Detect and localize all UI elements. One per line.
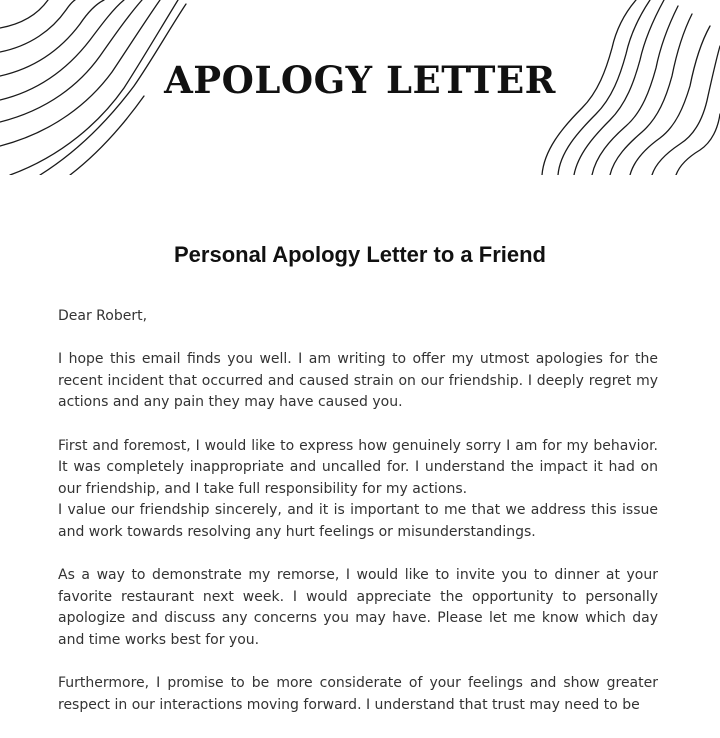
page-title: APOLOGY LETTER: [164, 58, 556, 102]
letter-header: [0, 0, 720, 175]
letter-heading: Personal Apology Letter to a Friend: [173, 242, 546, 267]
paragraph-intro: I hope this email finds you well. I am writing to offer my utmost apologies for the recent incident that occurred and caused strain on our friendship. I deeply regret my actions and any pain they may have caused you.: [58, 351, 658, 411]
paragraph-dinner: As a way to demonstrate my remorse, I would like to invite you to dinner at your favorite restaurant next week. I would appreciate the opportunity to personally apologize and discuss any concerns you may have. Please let me know which day and time works best for you.: [58, 567, 658, 648]
paragraph-promise: Furthermore, I promise to be more considerate of your feelings and show greater respect in our interactions moving forward. I understand that trust may need to be: [58, 675, 658, 713]
paragraph-apology: First and foremost, I would like to express how genuinely sorry I am for my behavior. It was completely inappropriate and uncalled for. I understand the impact it had on our friendship, and I take full responsibility for my actions.: [58, 437, 658, 497]
letter-body: [58, 306, 658, 738]
paragraph-friendship: I value our friendship sincerely, and it is important to me that we address this issue and work towards resolving any hurt feelings or misunderstandings.: [58, 502, 658, 540]
salutation: Dear Robert,: [58, 308, 148, 324]
